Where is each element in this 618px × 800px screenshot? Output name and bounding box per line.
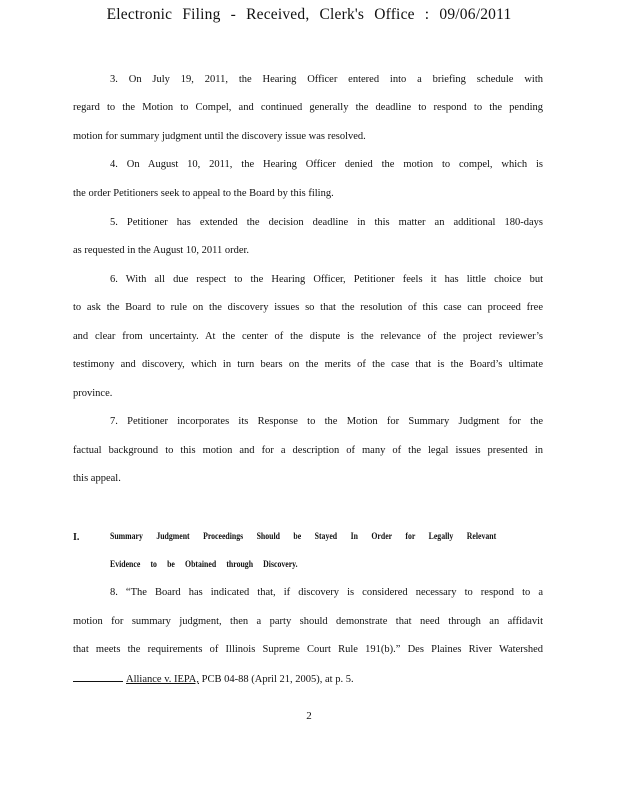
paragraph-7-line-1: 7. Petitioner incorporates its Response to the Motion for Summary Judgment for the bbox=[110, 416, 543, 427]
paragraph-3-line-2: regard to the Motion to Compel, and continued generally the deadline to respond to the pending bbox=[73, 102, 543, 113]
paragraph-6-line-3: and clear from uncertainty. At the center of the dispute is the relevance of the project reviewer’s bbox=[73, 331, 543, 342]
paragraph-4-line-2: the order Petitioners seek to appeal to the Board by this filing. bbox=[73, 188, 334, 199]
section-heading-line-2: Evidence to be Obtained through Discovery. bbox=[110, 560, 298, 570]
citation-line bbox=[73, 672, 354, 685]
paragraph-3-line-3: motion for summary judgment until the discovery issue was resolved. bbox=[73, 131, 366, 142]
citation-reference: PCB 04-88 (April 21, 2005), at p. 5. bbox=[199, 674, 354, 685]
section-heading-line-1: Summary Judgment Proceedings Should be Stayed In Order for Legally Relevant bbox=[110, 532, 497, 542]
paragraph-5-line-2: as requested in the August 10, 2011 order. bbox=[73, 245, 250, 256]
citation-underline-blank bbox=[73, 672, 123, 682]
paragraph-6-line-2: to ask the Board to rule on the discovery issues so that the resolution of this case can proceed free bbox=[73, 302, 543, 313]
paragraph-8-line-1: 8. “The Board has indicated that, if discovery is considered necessary to respond to a bbox=[110, 587, 543, 598]
paragraph-7-line-2: factual background to this motion and for a description of many of the legal issues presented in bbox=[73, 445, 543, 456]
paragraph-6-line-5: province. bbox=[73, 388, 113, 399]
paragraph-7-line-3: this appeal. bbox=[73, 473, 121, 484]
citation-party: Alliance v. IEPA, bbox=[126, 674, 200, 685]
paragraph-8-line-3: that meets the requirements of Illinois Supreme Court Rule 191(b).” Des Plaines River Watershed bbox=[73, 644, 543, 655]
paragraph-6-line-4: testimony and discovery, which in turn bears on the merits of the case that is the Board’s ultimate bbox=[73, 359, 543, 370]
filing-stamp-header: Electronic Filing - Received, Clerk's Office : 09/06/2011 bbox=[106, 6, 512, 23]
paragraph-6-line-1: 6. With all due respect to the Hearing Officer, Petitioner feels it has little choice but bbox=[110, 274, 543, 285]
page-number: 2 bbox=[306, 710, 312, 722]
paragraph-8-line-2: motion for summary judgment, then a party should demonstrate that need through an affidavit bbox=[73, 616, 543, 627]
paragraph-5-line-1: 5. Petitioner has extended the decision deadline in this matter an additional 180-days bbox=[110, 217, 543, 228]
section-heading-number: I. bbox=[73, 532, 80, 543]
paragraph-4-line-1: 4. On August 10, 2011, the Hearing Officer denied the motion to compel, which is bbox=[110, 159, 543, 170]
paragraph-3-line-1: 3. On July 19, 2011, the Hearing Officer entered into a briefing schedule with bbox=[110, 74, 543, 85]
